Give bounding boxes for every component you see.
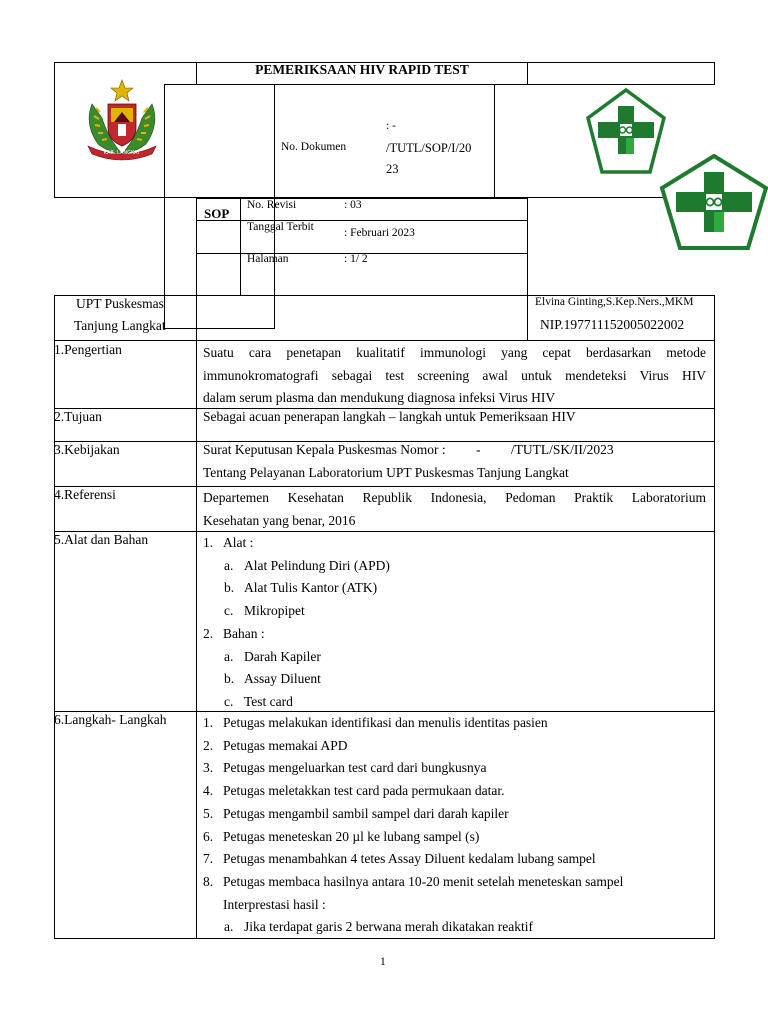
langkah-list [203, 712, 706, 939]
tujuan-label: 2.Tujuan [54, 409, 102, 424]
list-text: Alat Pelindung Diri (APD) [244, 557, 390, 573]
sop-label: SOP [204, 206, 230, 221]
list-letter: b. [224, 671, 235, 687]
referensi-line: Departemen Kesehatan Republik Indonesia, Pedoman Praktik Laboratorium [203, 490, 706, 505]
kebijakan-line-1: Surat Keputusan Kepala Puskesmas Nomor : - /TUTL/SK/II/2023 [203, 442, 614, 457]
list-text: Jika terdapat garis 2 berwana merah dikatakan reaktif [244, 919, 533, 935]
list-item [203, 668, 706, 691]
list-letter: a. [224, 648, 234, 664]
no-dokumen-value-2: 23 [386, 162, 399, 176]
interpretasi-heading: Interprestasi hasil : [223, 896, 326, 912]
step-number: 6. [203, 828, 214, 844]
sop-divider [240, 198, 241, 296]
kebijakan-label: 3.Kebijakan [54, 442, 120, 457]
step-number: 2. [203, 737, 214, 753]
no-dokumen-colon: : - [386, 120, 396, 132]
list-number: 2. [203, 625, 214, 641]
list-letter: a. [224, 919, 234, 935]
puskesmas-logo-large-icon [658, 154, 768, 250]
list-text: Alat Tulis Kantor (ATK) [244, 580, 378, 596]
list-item [203, 577, 706, 600]
step-text: Petugas mengambil sambil sampel dari darah kapiler [223, 805, 509, 821]
title-right-cell [527, 62, 715, 85]
kebijakan-line-2: Tentang Pelayanan Laboratorium UPT Puskesmas Tanjung Langkat [203, 465, 569, 480]
referensi-line: Kesehatan yang benar, 2016 [203, 512, 356, 528]
pengertian-text [203, 342, 706, 410]
pengertian-line: Suatu cara penetapan kualitatif immunologi yang cepat berdasarkan metode [203, 345, 706, 360]
list-letter: a. [224, 557, 234, 573]
step-text: Petugas meletakkan test card pada permukaan datar. [223, 783, 505, 799]
referensi-text [203, 487, 706, 532]
list-number: 1. [203, 535, 214, 550]
step-item [203, 757, 706, 780]
step-text: Petugas melakukan identifikasi dan menulis identitas pasien [223, 715, 548, 730]
list-title: Bahan : [223, 625, 265, 641]
list-letter: c. [224, 693, 234, 709]
list-title: Alat : [223, 535, 254, 550]
unit-name-line-1: UPT Puskesmas [76, 296, 164, 311]
interpretasi-item [203, 916, 706, 939]
step-item [203, 848, 706, 871]
no-dokumen-label: No. Dokumen [281, 141, 347, 153]
alat-bahan-list [203, 532, 706, 714]
referensi-label: 4.Referensi [54, 487, 116, 502]
langkah-label: 6.Langkah- Langkah [54, 712, 167, 727]
signer-name: Elvina Ginting,S.Kep.Ners.,MKM [535, 296, 694, 308]
halaman-label: Halaman [247, 253, 289, 265]
no-dokumen-value-1: /TUTL/SOP/I/20 [386, 141, 472, 155]
step-item [203, 803, 706, 826]
list-item [203, 532, 706, 555]
signer-divider [527, 295, 528, 341]
step-text: Petugas membaca hasilnya antara 10-20 menit setelah meneteskan sampel [223, 873, 624, 889]
halaman-value: : 1/ 2 [344, 253, 368, 265]
unit-name-line-2: Tanjung Langkat [74, 318, 166, 333]
step-number: 8. [203, 873, 214, 889]
signer-nip: NIP.197711152005022002 [540, 317, 685, 332]
no-revisi-label: No. Revisi [247, 199, 297, 211]
step-number: 1. [203, 715, 214, 730]
document-title: PEMERIKSAAN HIV RAPID TEST [255, 62, 469, 77]
page-number: 1 [380, 956, 386, 968]
puskesmas-logo-icon [584, 88, 668, 174]
no-revisi-value: : 03 [344, 199, 362, 211]
step-item [203, 871, 706, 894]
sop-block [196, 198, 528, 296]
sop-row-line-1 [196, 220, 528, 221]
kabupaten-emblem-icon [78, 78, 166, 162]
tanggal-terbit-label: Tanggal Terbit [247, 221, 314, 233]
list-text: Mikropipet [244, 603, 305, 619]
list-item [203, 555, 706, 578]
main-column-divider [196, 295, 197, 939]
emblem-banner-text: KAB. LANGKAT [103, 150, 141, 156]
tanggal-terbit-value: : Februari 2023 [344, 227, 415, 239]
step-number: 5. [203, 805, 214, 821]
list-item [203, 623, 706, 646]
list-item [203, 646, 706, 669]
step-number: 4. [203, 783, 214, 799]
step-item [203, 826, 706, 849]
list-letter: b. [224, 580, 235, 596]
list-text: Test card [244, 693, 293, 709]
list-text: Darah Kapiler [244, 648, 321, 664]
alat-bahan-label: 5.Alat dan Bahan [54, 532, 149, 547]
list-letter: c. [224, 603, 234, 619]
pengertian-line: dalam serum plasma dan mendukung diagnosa infeksi Virus HIV [203, 390, 556, 405]
tujuan-text: Sebagai acuan penerapan langkah – langkah untuk Pemeriksaan HIV [203, 409, 576, 424]
step-text: Petugas menambahkan 4 tetes Assay Diluent kedalam lubang sampel [223, 851, 596, 867]
step-text: Petugas mengeluarkan test card dari bungkusnya [223, 760, 487, 776]
list-item [203, 691, 706, 714]
step-item [203, 780, 706, 803]
pengertian-label: 1.Pengertian [54, 342, 122, 357]
step-item [203, 735, 706, 758]
step-text: Petugas memakai APD [223, 737, 348, 753]
list-text: Assay Diluent [244, 671, 321, 687]
row-line-1 [54, 340, 715, 341]
step-number: 7. [203, 851, 214, 867]
step-text: Petugas meneteskan 20 µl ke lubang sampel (s) [223, 828, 480, 844]
step-item [203, 712, 706, 735]
step-number: 3. [203, 760, 214, 776]
list-item [203, 600, 706, 623]
pengertian-line: immunokromatografi sebagai test screening awal untuk mendeteksi Virus HIV [203, 367, 706, 383]
